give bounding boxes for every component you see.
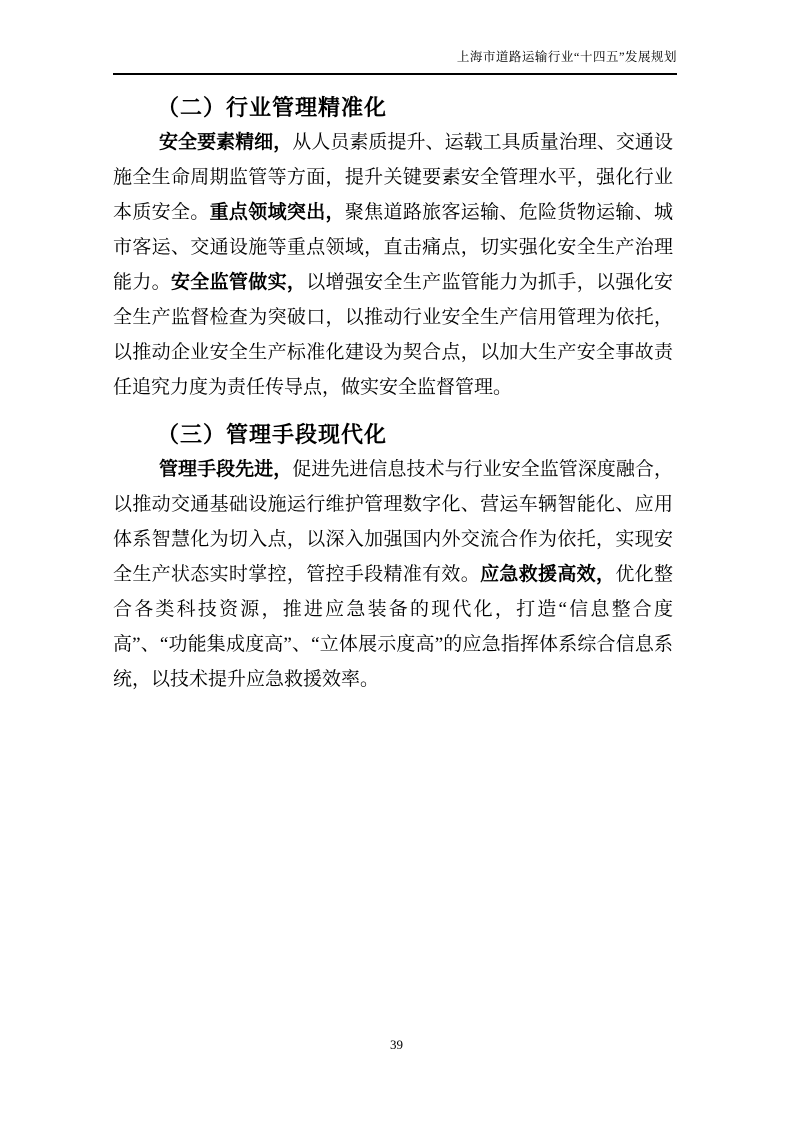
page-header [113, 48, 677, 75]
text-run: 促进先进信息技术与行业安全监管深度融合，以推动交通基础设施运行维护管理数字化、营运车辆智能化、应用体系智慧化为切入点，以深入加强国内外交流合作为依托，实现安全生产状态实时掌控，管控手段精准有效。 [113, 459, 673, 585]
bold-run: 重点领域突出， [209, 202, 345, 223]
bold-run: 应急救援高效， [480, 564, 616, 585]
text-run: 优化整合各类科技资源，推进应急装备的现代化，打造“信息整合度高”、“功能集成度高”、“立体展示度高”的应急指挥体系综合信息系统，以技术提升应急救援效率。 [113, 564, 673, 690]
bold-run: 安全要素精细， [159, 132, 293, 153]
section-heading-management-methods: （三）管理手段现代化 [157, 422, 388, 447]
section-management-methods [113, 417, 673, 697]
bold-run: 安全监管做实， [170, 272, 307, 293]
page-number: 39 [390, 1037, 403, 1052]
page-content [113, 90, 673, 697]
page-footer [0, 1036, 793, 1054]
paragraph-safety-management [113, 125, 673, 405]
section-heading-industry-management: （二）行业管理精准化 [157, 95, 388, 120]
text-run: 以增强安全生产监管能力为抓手，以强化安全生产监督检查为突破口，以推动行业安全生产信用管理为依托，以推动企业安全生产标准化建设为契合点，以加大生产安全事故责任追究力度为责任传导点，做实安全监督管理。 [113, 272, 673, 398]
bold-run: 管理手段先进， [159, 459, 293, 480]
section-industry-management [113, 90, 673, 405]
header-title: 上海市道路运输行业“十四五”发展规划 [456, 50, 677, 64]
text-run: 聚焦道路旅客运输、危险货物运输、城市客运、交通设施等重点领域，直击痛点，切实强化安全生产治理能力。 [113, 202, 673, 293]
text-run: 从人员素质提升、运载工具质量治理、交通设施全生命周期监管等方面，提升关键要素安全管理水平，强化行业本质安全。 [113, 132, 673, 223]
paragraph-modern-methods [113, 452, 673, 697]
